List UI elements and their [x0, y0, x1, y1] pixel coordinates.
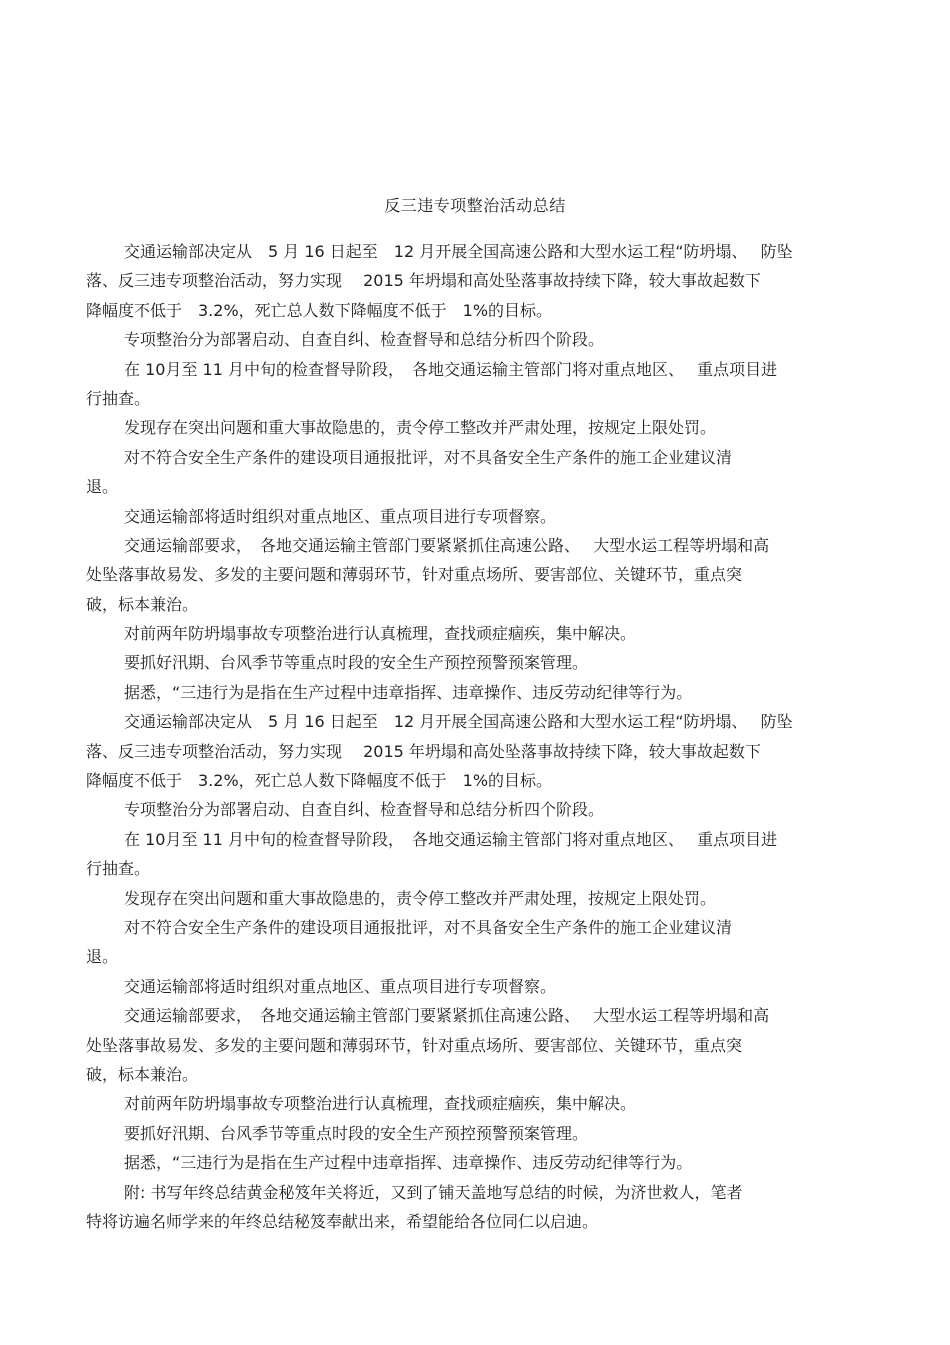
- paragraph-line: 在 10月至 11 月中旬的检查督导阶段， 各地交通运输主管部门将对重点地区、 重点项目进: [124, 829, 778, 849]
- paragraph: [86, 913, 866, 972]
- paragraph-line: 对前两年防坍塌事故专项整治进行认真梳理，查找顽症痼疾，集中解决。: [124, 1094, 637, 1114]
- paragraph: [86, 707, 866, 795]
- paragraph: [86, 795, 866, 824]
- paragraph-line: 据悉，“三违行为是指在生产过程中违章指挥、违章操作、违反劳动纪律等行为。: [124, 1153, 693, 1173]
- paragraph-line: 行抽查。: [86, 388, 151, 408]
- paragraph: [86, 443, 866, 502]
- paragraph: [86, 648, 866, 677]
- paragraph: [86, 884, 866, 913]
- paragraph: [86, 237, 866, 325]
- paragraph-line: 要抓好汛期、台风季节等重点时段的安全生产预控预警预案管理。: [124, 1123, 589, 1143]
- document-body: [86, 237, 866, 1236]
- paragraph: [86, 678, 866, 707]
- paragraph-line: 降幅度不低于 3.2%，死亡总人数下降幅度不低于 1%的目标。: [86, 771, 553, 791]
- paragraph: [86, 1119, 866, 1148]
- document-title: 反三违专项整治活动总结: [384, 196, 566, 215]
- paragraph-line: 处坠落事故易发、多发的主要问题和薄弱环节，针对重点场所、要害部位、关键环节，重点突: [86, 1035, 743, 1055]
- paragraph: [86, 1148, 866, 1177]
- paragraph-line: 附: 书写年终总结黄金秘笈年关将近，又到了铺天盖地写总结的时候，为济世救人，笔者: [124, 1182, 743, 1202]
- paragraph-line: 对不符合安全生产条件的建设项目通报批评，对不具备安全生产条件的施工企业建议清: [124, 917, 733, 937]
- paragraph-line: 交通运输部将适时组织对重点地区、重点项目进行专项督察。: [124, 976, 557, 996]
- paragraph-line: 退。: [86, 477, 119, 497]
- paragraph-line: 发现存在突出问题和重大事故隐患的，责令停工整改并严肃处理，按规定上限处罚。: [124, 888, 717, 908]
- paragraph: [86, 355, 866, 414]
- paragraph-line: 落、反三违专项整治活动，努力实现 2015 年坍塌和高处坠落事故持续下降，较大事故起数下: [86, 271, 761, 291]
- paragraph-line: 对前两年防坍塌事故专项整治进行认真梳理，查找顽症痼疾，集中解决。: [124, 624, 637, 644]
- paragraph: [86, 413, 866, 442]
- paragraph-line: 对不符合安全生产条件的建设项目通报批评，对不具备安全生产条件的施工企业建议清: [124, 447, 733, 467]
- paragraph-line: 特将访遍名师学来的年终总结秘笈奉献出来，希望能给各位同仁以启迪。: [86, 1211, 599, 1231]
- paragraph: [86, 619, 866, 648]
- paragraph: [86, 502, 866, 531]
- paragraph-line: 落、反三违专项整治活动，努力实现 2015 年坍塌和高处坠落事故持续下降，较大事故起数下: [86, 741, 761, 761]
- paragraph-line: 交通运输部将适时组织对重点地区、重点项目进行专项督察。: [124, 506, 557, 526]
- paragraph-line: 交通运输部决定从 5 月 16 日起至 12 月开展全国高速公路和大型水运工程“防坍塌、 防坠: [124, 712, 793, 732]
- paragraph-line: 发现存在突出问题和重大事故隐患的，责令停工整改并严肃处理，按规定上限处罚。: [124, 418, 717, 438]
- paragraph-line: 行抽查。: [86, 859, 151, 879]
- paragraph: [86, 825, 866, 884]
- paragraph-line: 破，标本兼治。: [86, 594, 199, 614]
- paragraph-line: 退。: [86, 947, 119, 967]
- paragraph: [86, 1089, 866, 1118]
- paragraph-line: 交通运输部决定从 5 月 16 日起至 12 月开展全国高速公路和大型水运工程“防坍塌、 防坠: [124, 242, 793, 261]
- paragraph: [86, 972, 866, 1001]
- paragraph: [86, 531, 866, 619]
- paragraph-line: 在 10月至 11 月中旬的检查督导阶段， 各地交通运输主管部门将对重点地区、 重点项目进: [124, 359, 778, 379]
- paragraph: [86, 1001, 866, 1089]
- paragraph-line: 破，标本兼治。: [86, 1064, 199, 1084]
- paragraph: [86, 1178, 866, 1237]
- paragraph-line: 据悉，“三违行为是指在生产过程中违章指挥、违章操作、违反劳动纪律等行为。: [124, 682, 693, 702]
- paragraph-line: 降幅度不低于 3.2%，死亡总人数下降幅度不低于 1%的目标。: [86, 300, 553, 320]
- paragraph-line: 要抓好汛期、台风季节等重点时段的安全生产预控预警预案管理。: [124, 653, 589, 673]
- paragraph-line: 交通运输部要求， 各地交通运输主管部门要紧紧抓住高速公路、 大型水运工程等坍塌和高: [124, 535, 770, 555]
- paragraph: [86, 325, 866, 354]
- paragraph-line: 专项整治分为部署启动、自查自纠、检查督导和总结分析四个阶段。: [124, 330, 605, 350]
- paragraph-line: 专项整治分为部署启动、自查自纠、检查督导和总结分析四个阶段。: [124, 800, 605, 820]
- paragraph-line: 交通运输部要求， 各地交通运输主管部门要紧紧抓住高速公路、 大型水运工程等坍塌和高: [124, 1006, 770, 1026]
- paragraph-line: 处坠落事故易发、多发的主要问题和薄弱环节，针对重点场所、要害部位、关键环节，重点突: [86, 565, 743, 585]
